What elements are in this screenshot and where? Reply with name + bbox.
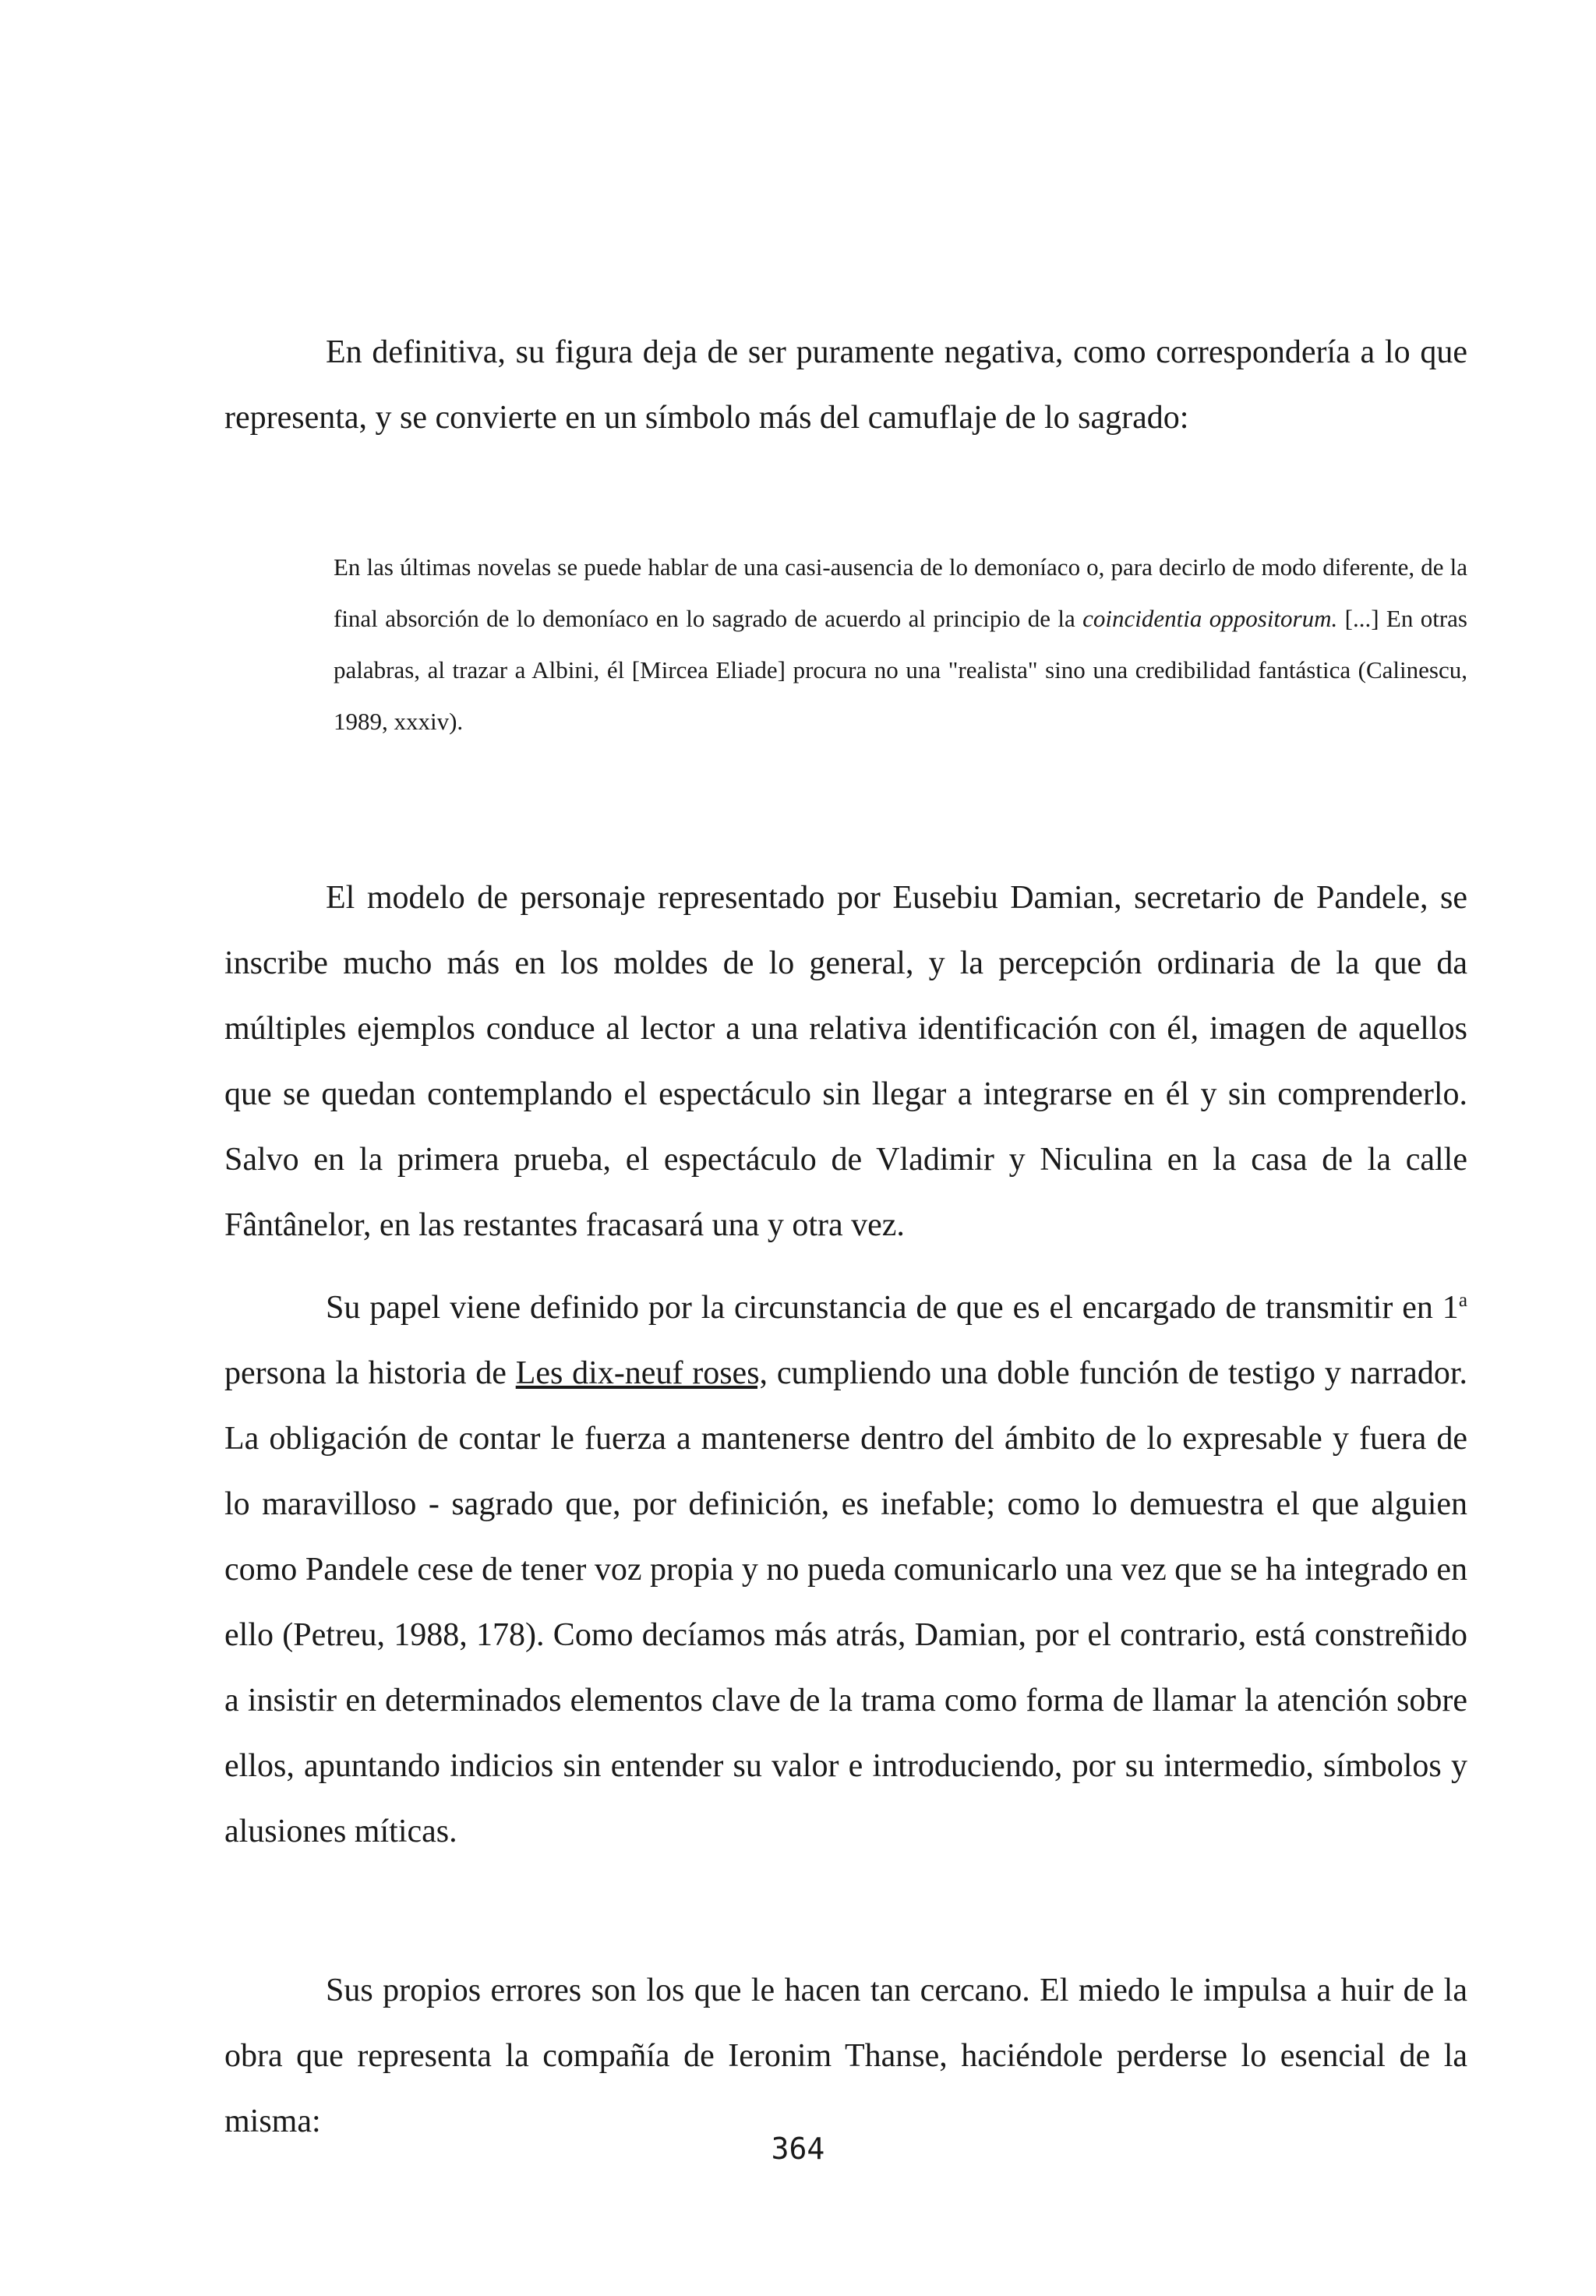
- paragraph-2-text: El modelo de personaje representado por Eusebiu Damian, secretario de Pandele, se inscribe mucho más en los moldes de lo general, y la percepción ordinaria de la que da múltiples ejemplos conduce al lector a una relativa identificación con él, imagen de aquellos que se quedan contemplando el espectáculo sin llegar a integrarse en él y sin comprenderlo. Salvo en la primera prueba, el espectáculo de Vladimir y Niculina en la casa de la calle Fântânelor, en las restantes fracasará una y otra vez.: [224, 880, 1467, 1243]
- quote-latin-term: coincidentia oppositorum.: [1082, 605, 1338, 632]
- paragraph-3: [224, 1275, 1467, 1864]
- paragraph-3-mid: persona la historia de: [224, 1355, 516, 1391]
- quote-text-before: En las últimas novelas se puede hablar de una casi-ausencia de lo demoníaco o, para decirlo de modo diferente, de la final absorción de lo demoníaco en lo sagrado de acuerdo al principio de la: [334, 553, 1467, 632]
- page-number: 364: [771, 2132, 825, 2166]
- paragraph-4: [224, 1958, 1467, 2154]
- paragraph-3-end: cumpliendo una doble función de testigo y narrador. La obligación de contar le fuerza a mantenerse dentro del ámbito de lo expresable y fuera de lo maravilloso - sagrado que, por definición, es inefable; como lo demuestra el que alguien como Pandele cese de tener voz propia y no pueda comunicarlo una vez que se ha integrado en ello (Petreu, 1988, 178). Como decíamos más atrás, Damian, por el contrario, está constreñido a insistir en determinados elementos clave de la trama como forma de llamar la atención sobre ellos, apuntando indicios sin entender su valor e introduciendo, por su intermedio, símbolos y alusiones míticas.: [224, 1355, 1467, 1849]
- block-quote: [334, 542, 1467, 747]
- paragraph-3-start: Su papel viene definido por la circunstancia de que es el encargado de transmitir en 1: [326, 1290, 1459, 1326]
- paragraph-1-text: En definitiva, su figura deja de ser puramente negativa, como correspondería a lo que representa, y se convierte en un símbolo más del camuflaje de lo sagrado:: [224, 334, 1467, 436]
- book-title: Les dix-neuf roses,: [515, 1355, 768, 1391]
- paragraph-2: [224, 865, 1467, 1258]
- paragraph-1: [224, 320, 1467, 450]
- paragraph-4-text: Sus propios errores son los que le hacen tan cercano. El miedo le impulsa a huir de la obra que representa la compañía de Ieronim Thanse, haciéndole perderse lo esencial de la misma:: [224, 1973, 1467, 2139]
- ordinal-superscript: a: [1458, 1290, 1467, 1311]
- quote-text-after: [...] En otras palabras, al trazar a Albini, él [Mircea Eliade] procura no una "realista" sino una credibilidad fantástica (Calinescu, 1989, xxxiv).: [334, 605, 1467, 735]
